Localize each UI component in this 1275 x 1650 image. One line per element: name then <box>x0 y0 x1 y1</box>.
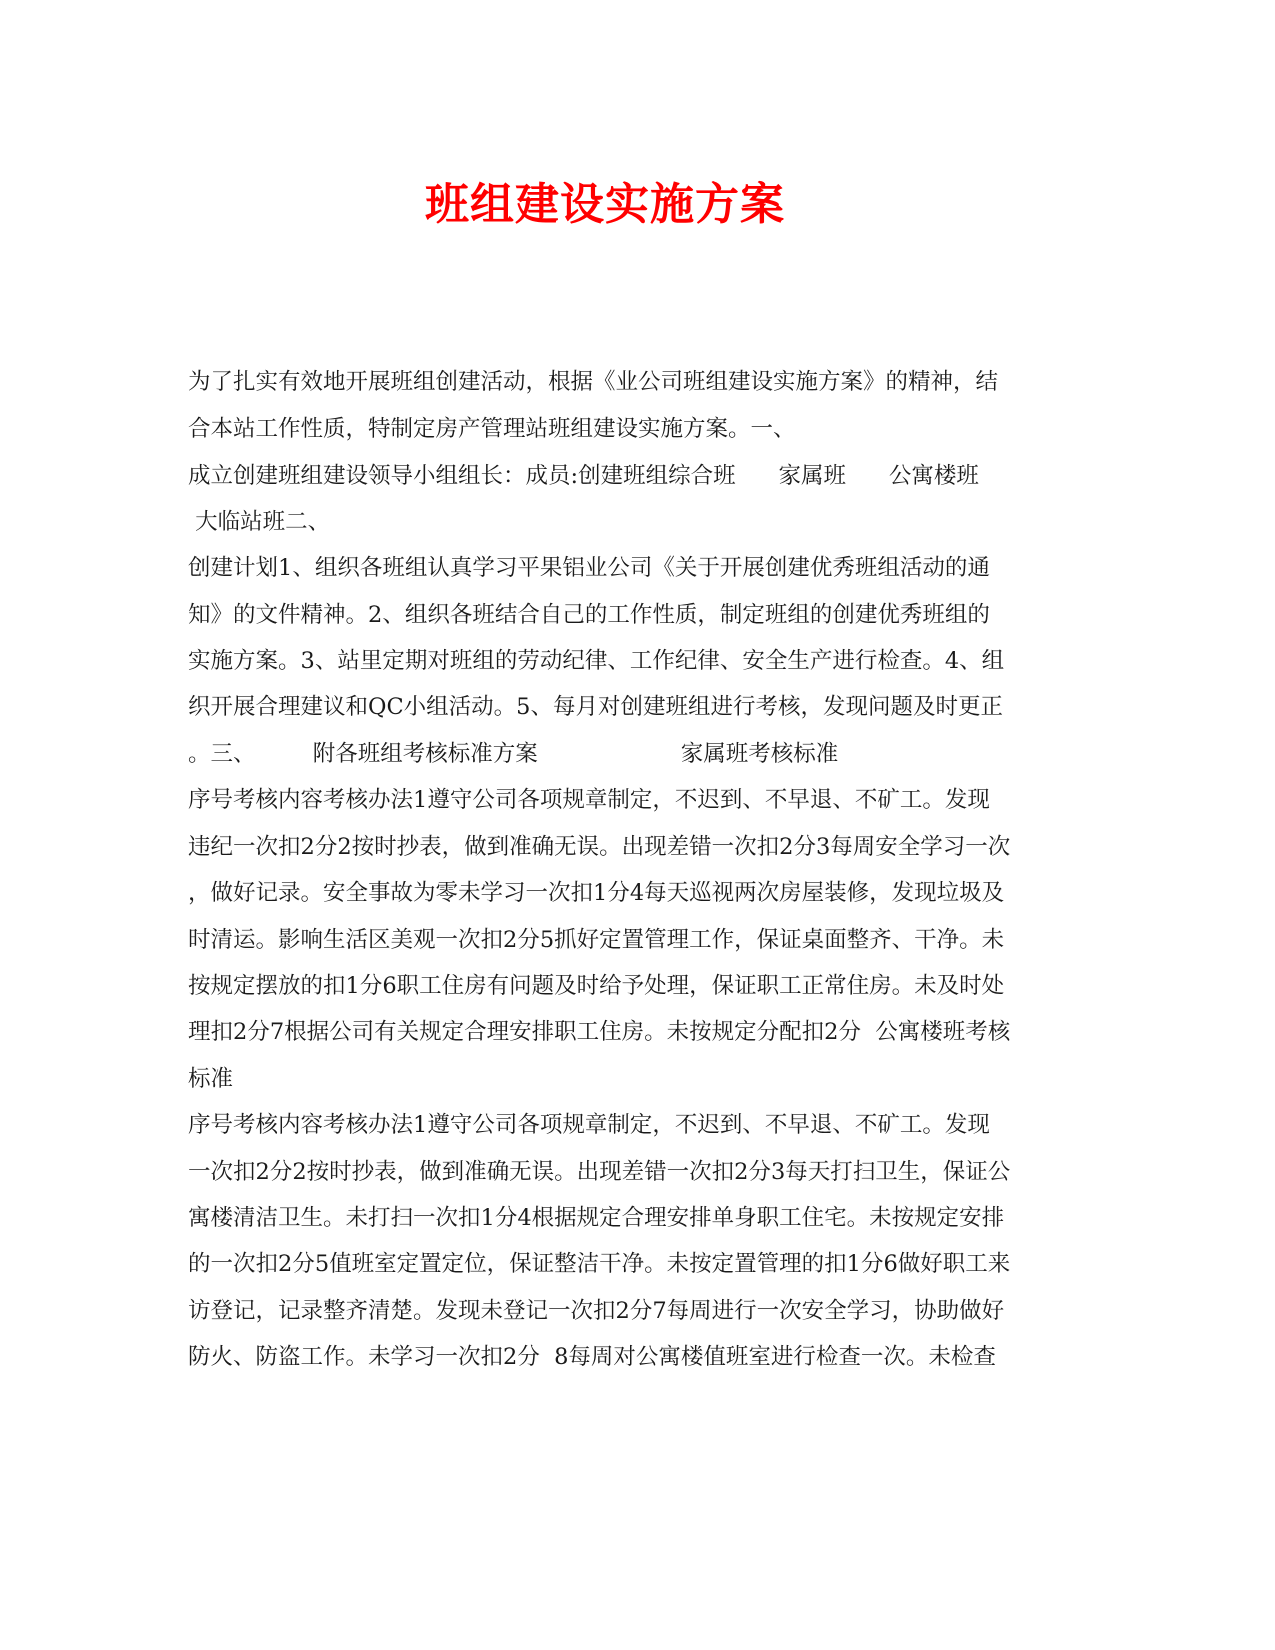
body-text-line: 一次扣2分2按时抄表，做到准确无误。出现差错一次扣2分3每天打扫卫生，保证公 <box>188 1159 1011 1185</box>
body-text-line: 成立创建班组建设领导小组组长：成员:创建班组综合班 家属班 公寓楼班 <box>188 463 979 489</box>
body-text-line: 实施方案。3、站里定期对班组的劳动纪律、工作纪律、安全生产进行检查。4、组 <box>188 648 1005 674</box>
body-text-line: 。三、 附各班组考核标准方案 家属班考核标准 <box>188 741 839 767</box>
body-text-line: 违纪一次扣2分2按时抄表，做到准确无误。出现差错一次扣2分3每周安全学习一次 <box>188 834 1011 860</box>
body-text-line: 理扣2分7根据公司有关规定合理安排职工住房。未按规定分配扣2分 公寓楼班考核 <box>188 1019 1011 1045</box>
body-text-line: 知》的文件精神。2、组织各班结合自己的工作性质，制定班组的创建优秀班组的 <box>188 602 990 628</box>
body-text-line: 织开展合理建议和QC小组活动。5、每月对创建班组进行考核，发现问题及时更正 <box>188 694 1003 720</box>
body-text-line: 防火、防盗工作。未学习一次扣2分 8每周对公寓楼值班室进行检查一次。未检查 <box>188 1344 996 1370</box>
body-text-line: 合本站工作性质，特制定房产管理站班组建设实施方案。一、 <box>188 416 796 442</box>
body-text-line: 序号考核内容考核办法1遵守公司各项规章制定，不迟到、不早退、不矿工。发现 <box>188 787 990 813</box>
body-text-line: ，做好记录。安全事故为零未学习一次扣1分4每天巡视两次房屋装修，发现垃圾及 <box>188 880 1005 906</box>
body-text-line: 大临站班二、 <box>188 509 331 535</box>
body-text-line: 访登记，记录整齐清楚。发现未登记一次扣2分7每周进行一次安全学习，协助做好 <box>188 1298 1005 1324</box>
body-text-line: 寓楼清洁卫生。未打扫一次扣1分4根据规定合理安排单身职工住宅。未按规定安排 <box>188 1205 1005 1231</box>
body-text-line: 为了扎实有效地开展班组创建活动，根据《业公司班组建设实施方案》的精神，结 <box>188 369 999 395</box>
body-text-line: 标准 <box>188 1066 234 1092</box>
body-text-line: 按规定摆放的扣1分6职工住房有问题及时给予处理，保证职工正常住房。未及时处 <box>188 973 1005 999</box>
body-text-line: 序号考核内容考核办法1遵守公司各项规章制定，不迟到、不早退、不矿工。发现 <box>188 1112 990 1138</box>
body-text-line: 创建计划1、组织各班组认真学习平果铝业公司《关于开展创建优秀班组活动的通 <box>188 555 990 581</box>
document-title: 班组建设实施方案 <box>425 179 785 230</box>
body-text-line: 时清运。影响生活区美观一次扣2分5抓好定置管理工作，保证桌面整齐、干净。未 <box>188 927 1005 953</box>
body-text-line: 的一次扣2分5值班室定置定位，保证整洁干净。未按定置管理的扣1分6做好职工来 <box>188 1251 1011 1277</box>
